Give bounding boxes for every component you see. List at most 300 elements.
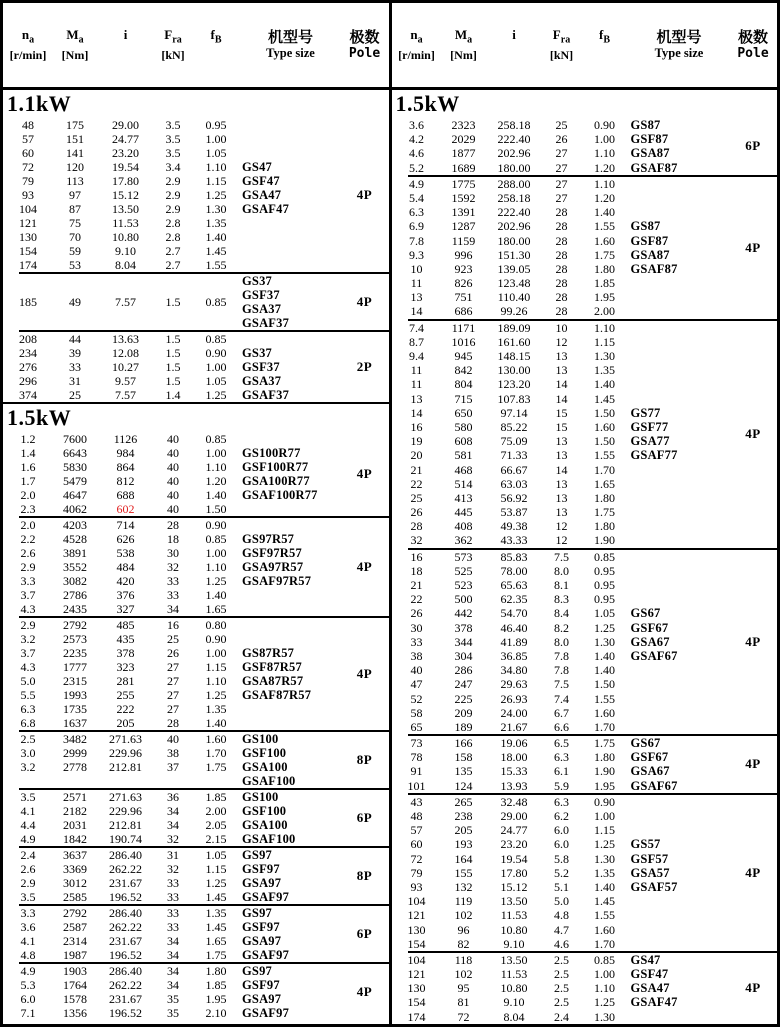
pole-label: 4P <box>745 426 761 442</box>
cell-fra: 8.1 <box>554 578 569 592</box>
cell-na: 121 <box>407 967 426 982</box>
cell-i: 212.81 <box>109 818 142 832</box>
cell-na: 4.6 <box>409 146 424 161</box>
cell-fra: 30 <box>167 546 179 560</box>
cell-fra: 38 <box>167 746 179 760</box>
cell-i: 161.60 <box>497 334 531 349</box>
cell-fra: 40 <box>167 488 179 502</box>
type-size-label: GSF47 <box>242 174 280 188</box>
type-size-label: GSAF57 <box>630 879 678 894</box>
cell-i: 602 <box>116 502 135 516</box>
type-size-label: GSAF97R57 <box>242 574 312 588</box>
cell-fra: 2.9 <box>165 174 181 188</box>
spec-block <box>3 518 389 616</box>
cell-na: 5.4 <box>409 190 424 205</box>
cell-i: 286.40 <box>109 848 142 862</box>
cell-fb: 0.90 <box>205 346 227 360</box>
cell-fra: 13 <box>555 505 568 520</box>
type-size-label: GSA87R57 <box>242 674 304 688</box>
type-size-label: GSAF87 <box>630 160 678 175</box>
cell-i: 23.20 <box>500 837 528 852</box>
cell-na: 2.3 <box>20 502 36 516</box>
cell-fra: 8.3 <box>554 592 569 607</box>
cell-fb: 1.20 <box>594 190 615 205</box>
cell-fra: 33 <box>167 890 179 904</box>
cell-fb: 1.40 <box>594 648 615 663</box>
cell-fra: 7.5 <box>554 549 569 564</box>
cell-fb: 1.35 <box>205 906 227 920</box>
cell-na: 3.0 <box>20 746 36 760</box>
cell-na: 93 <box>22 188 34 202</box>
cell-i: 435 <box>116 632 135 646</box>
cell-fb: 0.90 <box>205 632 227 646</box>
cell-na: 2.0 <box>20 488 36 502</box>
type-size-label: GSA77 <box>630 434 670 449</box>
header-col-fra: $F_{ra}$ [kN] <box>549 27 574 62</box>
type-size-label: GSF87 <box>630 233 669 248</box>
cell-na: 2.5 <box>20 732 36 746</box>
cell-fb: 1.40 <box>205 230 227 244</box>
cell-fra: 2.8 <box>165 230 181 244</box>
cell-i: 66.67 <box>500 462 528 477</box>
cell-fra: 1.4 <box>165 388 181 402</box>
cell-na: 104 <box>19 202 37 216</box>
cell-na: 14 <box>410 405 423 420</box>
cell-ma: 514 <box>454 476 473 491</box>
pole-label: 4P <box>356 187 373 202</box>
cell-fb: 1.70 <box>205 746 227 760</box>
cell-fra: 36 <box>167 790 179 804</box>
cell-fra: 28 <box>555 205 568 220</box>
pole-label: 4P <box>356 466 373 481</box>
cell-fra: 28 <box>555 290 568 305</box>
cell-fra: 14 <box>555 462 568 477</box>
cell-i: 864 <box>116 460 135 474</box>
cell-fra: 6.6 <box>554 719 569 734</box>
cell-i: 13.93 <box>500 778 528 793</box>
cell-ma: 75 <box>69 216 81 230</box>
cell-na: 33 <box>410 634 423 649</box>
pole-label: 8P <box>356 752 373 767</box>
cell-fra: 7.5 <box>554 677 569 692</box>
cell-na: 5.3 <box>20 978 36 992</box>
cell-na: 3.3 <box>20 574 36 588</box>
cell-fb: 1.25 <box>205 388 227 402</box>
header-col-fb: $f_B$ <box>210 27 222 46</box>
cell-fra: 31 <box>167 848 179 862</box>
spec-block <box>392 177 778 319</box>
cell-i: 18.00 <box>500 750 528 765</box>
cell-i: 626 <box>116 532 135 546</box>
cell-fra: 10 <box>555 320 568 335</box>
type-size-label: GSA100 <box>242 760 288 774</box>
cell-ma: 1016 <box>451 334 476 349</box>
cell-i: 19.06 <box>500 736 528 751</box>
type-size-label: GSAF87 <box>630 261 678 276</box>
type-size-label: GSA97 <box>242 934 282 948</box>
cell-fra: 40 <box>167 432 179 446</box>
cell-na: 4.3 <box>20 660 36 674</box>
cell-fra: 37 <box>167 760 179 774</box>
cell-fb: 1.75 <box>205 760 227 774</box>
cell-fb: 2.15 <box>205 832 227 846</box>
cell-i: 13.50 <box>112 202 139 216</box>
type-size-label: GSF97 <box>242 978 280 992</box>
cell-ma: 3637 <box>63 848 87 862</box>
cell-i: 189.09 <box>497 320 531 335</box>
cell-na: 3.2 <box>20 632 36 646</box>
cell-na: 9.3 <box>409 247 424 262</box>
cell-ma: 468 <box>454 462 473 477</box>
pole-label: 4P <box>745 756 761 772</box>
cell-i: 281 <box>116 674 135 688</box>
cell-i: 688 <box>116 488 135 502</box>
cell-i: 24.77 <box>500 823 528 838</box>
cell-i: 255 <box>116 688 135 702</box>
cell-fb: 1.15 <box>205 174 227 188</box>
cell-fra: 2.7 <box>165 244 181 258</box>
type-size-label: GSA87 <box>630 146 670 161</box>
cell-fra: 33 <box>167 920 179 934</box>
cell-i: 714 <box>116 518 135 532</box>
cell-fra: 5.9 <box>554 778 569 793</box>
cell-fb: 0.90 <box>594 794 615 809</box>
cell-i: 286.40 <box>109 906 142 920</box>
cell-i: 222.40 <box>497 132 531 147</box>
cell-ma: 1777 <box>63 660 87 674</box>
cell-fra: 2.8 <box>165 216 181 230</box>
cell-fra: 1.5 <box>165 346 181 360</box>
cell-fra: 27 <box>555 146 568 161</box>
cell-fb: 1.40 <box>594 377 615 392</box>
cell-fra: 6.7 <box>554 705 569 720</box>
cell-i: 420 <box>116 574 135 588</box>
cell-na: 22 <box>410 476 423 491</box>
cell-fb: 1.85 <box>205 790 227 804</box>
cell-fra: 6.0 <box>554 823 569 838</box>
cell-fra: 34 <box>167 948 179 962</box>
cell-na: 3.2 <box>20 760 36 774</box>
cell-i: 288.00 <box>497 176 531 191</box>
cell-fra: 26 <box>555 132 568 147</box>
cell-i: 107.83 <box>497 391 531 406</box>
cell-fb: 0.85 <box>205 332 227 346</box>
type-size-label: GSAF97 <box>242 890 290 904</box>
cell-fb: 1.90 <box>594 533 615 548</box>
cell-fb: 1.50 <box>205 502 227 516</box>
cell-i: 484 <box>116 560 135 574</box>
cell-fb: 1.25 <box>205 574 227 588</box>
cell-fra: 40 <box>167 474 179 488</box>
cell-ma: 304 <box>454 648 473 663</box>
cell-fb: 1.25 <box>594 995 615 1010</box>
cell-i: 13.63 <box>112 332 139 346</box>
cell-fb: 0.95 <box>594 592 615 607</box>
cell-fb: 1.50 <box>594 677 615 692</box>
cell-ma: 95 <box>457 981 470 996</box>
cell-na: 13 <box>410 290 423 305</box>
cell-fra: 40 <box>167 446 179 460</box>
cell-fra: 27 <box>167 688 179 702</box>
cell-ma: 3369 <box>63 862 87 876</box>
cell-fb: 1.80 <box>594 519 615 534</box>
cell-na: 2.2 <box>20 532 36 546</box>
cell-fb: 1.45 <box>594 894 615 909</box>
type-size-label: GSA67 <box>630 764 670 779</box>
cell-i: 9.57 <box>115 374 136 388</box>
cell-ma: 82 <box>457 936 470 951</box>
cell-fb: 1.15 <box>594 334 615 349</box>
cell-ma: 573 <box>454 549 473 564</box>
cell-ma: 4647 <box>63 488 87 502</box>
cell-ma: 6643 <box>63 446 87 460</box>
cell-fb: 0.80 <box>205 618 227 632</box>
cell-fra: 2.9 <box>165 202 181 216</box>
type-size-label: GSAF97 <box>242 1006 290 1020</box>
cell-i: 376 <box>116 588 135 602</box>
cell-fb: 0.90 <box>594 118 615 132</box>
cell-na: 40 <box>410 663 423 678</box>
spec-block <box>3 332 389 402</box>
cell-na: 208 <box>19 332 37 346</box>
cell-na: 4.9 <box>409 176 424 191</box>
cell-fb: 1.10 <box>205 460 227 474</box>
cell-ma: 413 <box>454 490 473 505</box>
type-size-label: GSA97 <box>242 992 282 1006</box>
cell-fb: 1.30 <box>205 202 227 216</box>
cell-fb: 1.00 <box>205 360 227 374</box>
cell-na: 3.6 <box>409 118 424 132</box>
cell-fra: 34 <box>167 818 179 832</box>
cell-fb: 1.80 <box>594 750 615 765</box>
cell-na: 6.8 <box>20 716 36 730</box>
cell-fb: 1.75 <box>594 247 615 262</box>
type-size-label: GSA37 <box>242 374 282 388</box>
cell-i: 190.74 <box>109 832 142 846</box>
cell-na: 130 <box>407 922 426 937</box>
cell-fb: 1.90 <box>594 764 615 779</box>
section-title: 1.5kW <box>7 405 72 430</box>
cell-ma: 1877 <box>451 146 476 161</box>
cell-fra: 40 <box>167 502 179 516</box>
cell-i: 258.18 <box>497 190 531 205</box>
cell-na: 10 <box>410 261 423 276</box>
type-size-label: GSAF37 <box>242 316 290 330</box>
cell-ma: 1159 <box>451 233 476 248</box>
pole-label: 6P <box>356 926 373 941</box>
cell-fra: 1.5 <box>165 374 181 388</box>
cell-na: 16 <box>410 549 423 564</box>
cell-ma: 2571 <box>63 790 87 804</box>
cell-ma: 70 <box>69 230 81 244</box>
cell-i: 12.08 <box>112 346 139 360</box>
cell-fra: 28 <box>555 233 568 248</box>
cell-na: 4.9 <box>20 832 36 846</box>
cell-fb: 1.15 <box>205 862 227 876</box>
cell-fra: 16 <box>167 618 179 632</box>
cell-fb: 1.15 <box>594 823 615 838</box>
cell-na: 60 <box>410 837 423 852</box>
cell-fra: 6.5 <box>554 736 569 751</box>
cell-i: 262.22 <box>109 920 142 934</box>
cell-i: 75.09 <box>500 434 528 449</box>
spec-block <box>392 321 778 548</box>
cell-fra: 7.4 <box>554 691 569 706</box>
cell-i: 8.04 <box>115 258 136 272</box>
cell-i: 34.80 <box>500 663 528 678</box>
cell-na: 3.7 <box>20 646 36 660</box>
cell-ma: 2792 <box>63 906 87 920</box>
cell-i: 262.22 <box>109 862 142 876</box>
type-size-label: GS87 <box>630 118 661 132</box>
pole-label: 4P <box>745 864 761 880</box>
cell-fra: 13 <box>555 490 568 505</box>
cell-ma: 205 <box>454 823 473 838</box>
cell-i: 538 <box>116 546 135 560</box>
cell-ma: 3082 <box>63 574 87 588</box>
cell-fra: 13 <box>555 434 568 449</box>
cell-ma: 3482 <box>63 732 87 746</box>
cell-fra: 32 <box>167 832 179 846</box>
cell-i: 812 <box>116 474 135 488</box>
type-size-label: GS57 <box>630 837 661 852</box>
spec-block <box>392 795 778 951</box>
cell-na: 4.8 <box>20 948 36 962</box>
cell-ma: 2435 <box>63 602 87 616</box>
cell-fra: 15 <box>555 405 568 420</box>
cell-i: 21.67 <box>500 719 528 734</box>
cell-ma: 1592 <box>451 190 476 205</box>
type-size-label: GSAF67 <box>630 778 678 793</box>
cell-ma: 102 <box>454 908 473 923</box>
cell-ma: 189 <box>454 719 473 734</box>
cell-i: 222.40 <box>497 205 531 220</box>
cell-fra: 8.4 <box>554 606 569 621</box>
cell-ma: 362 <box>454 533 473 548</box>
cell-i: 378 <box>116 646 135 660</box>
cell-na: 91 <box>410 764 423 779</box>
cell-i: 1126 <box>113 432 138 446</box>
cell-fra: 4.7 <box>554 922 569 937</box>
cell-ma: 59 <box>69 244 81 258</box>
cell-i: 984 <box>116 446 135 460</box>
cell-na: 58 <box>410 705 423 720</box>
cell-fb: 1.00 <box>205 546 227 560</box>
cell-fra: 2.7 <box>165 258 181 272</box>
cell-i: 11.53 <box>500 908 528 923</box>
left-table <box>3 3 389 1024</box>
cell-fb: 1.40 <box>594 879 615 894</box>
cell-ma: 1356 <box>63 1006 87 1020</box>
cell-na: 7.1 <box>20 1006 36 1020</box>
type-size-label: GSF100 <box>242 746 287 760</box>
cell-fb: 1.20 <box>205 474 227 488</box>
cell-na: 48 <box>410 809 423 823</box>
cell-ma: 1987 <box>63 948 87 962</box>
cell-fb: 1.00 <box>205 132 227 146</box>
cell-fb: 1.65 <box>205 934 227 948</box>
cell-i: 148.15 <box>497 349 531 363</box>
cell-na: 26 <box>410 606 423 621</box>
cell-i: 231.67 <box>109 992 142 1006</box>
spec-block <box>3 964 389 1020</box>
cell-ma: 804 <box>454 377 473 392</box>
cell-na: 11 <box>410 276 423 291</box>
cell-ma: 5479 <box>63 474 87 488</box>
cell-ma: 225 <box>454 691 473 706</box>
type-size-label: GSA87 <box>630 247 670 262</box>
cell-i: 24.77 <box>112 132 139 146</box>
pole-label: 6P <box>356 810 373 825</box>
cell-na: 6.3 <box>20 702 36 716</box>
cell-fra: 3.5 <box>165 132 181 146</box>
cell-fb: 1.80 <box>594 261 615 276</box>
cell-na: 72 <box>410 851 423 866</box>
spec-block <box>392 550 778 734</box>
cell-ma: 2029 <box>451 132 476 147</box>
right-table <box>392 3 778 1024</box>
cell-fra: 18 <box>167 532 179 546</box>
type-size-label: GSAF47 <box>630 995 678 1010</box>
pole-label: 6P <box>745 138 761 154</box>
cell-ma: 686 <box>454 304 473 319</box>
cell-fb: 1.65 <box>594 476 615 491</box>
cell-fra: 2.9 <box>165 188 181 202</box>
type-size-label: GS67 <box>630 606 661 621</box>
cell-fra: 13 <box>555 349 568 363</box>
cell-fb: 1.60 <box>594 233 615 248</box>
cell-i: 258.18 <box>497 118 531 132</box>
cell-i: 41.89 <box>500 634 528 649</box>
cell-i: 202.96 <box>497 146 531 161</box>
type-size-label: GS67 <box>630 736 661 751</box>
cell-i: 196.52 <box>109 1006 142 1020</box>
cell-ma: 580 <box>454 419 473 434</box>
cell-ma: 945 <box>454 349 473 363</box>
cell-na: 3.5 <box>20 790 36 804</box>
cell-fb: 1.60 <box>205 732 227 746</box>
cell-na: 19 <box>410 434 423 449</box>
cell-fra: 28 <box>555 219 568 234</box>
cell-fra: 6.2 <box>554 809 569 823</box>
cell-ma: 3552 <box>63 560 87 574</box>
cell-ma: 923 <box>454 261 473 276</box>
type-size-label: GS77 <box>630 405 661 420</box>
type-size-label: GSAF100R77 <box>242 488 318 502</box>
cell-fb: 1.85 <box>594 276 615 291</box>
cell-fb: 1.70 <box>594 719 615 734</box>
cell-na: 7.4 <box>409 320 424 335</box>
cell-fb: 1.40 <box>594 205 615 220</box>
cell-na: 6.3 <box>409 205 424 220</box>
cell-na: 32 <box>410 533 423 548</box>
type-size-label: GSA37 <box>242 302 282 316</box>
cell-fb: 1.05 <box>205 374 227 388</box>
cell-na: 2.9 <box>20 876 36 890</box>
cell-i: 286.40 <box>109 964 142 978</box>
cell-na: 9.4 <box>409 349 424 363</box>
spec-block <box>3 118 389 272</box>
cell-fb: 1.30 <box>594 349 615 363</box>
cell-ma: 525 <box>454 563 473 578</box>
type-size-label: GS100 <box>242 790 279 804</box>
cell-i: 29.00 <box>500 809 528 823</box>
cell-na: 6.0 <box>20 992 36 1006</box>
cell-na: 4.2 <box>409 132 424 147</box>
cell-na: 7.8 <box>409 233 424 248</box>
cell-fra: 1.5 <box>165 360 181 374</box>
header-col-i: i <box>123 27 128 43</box>
